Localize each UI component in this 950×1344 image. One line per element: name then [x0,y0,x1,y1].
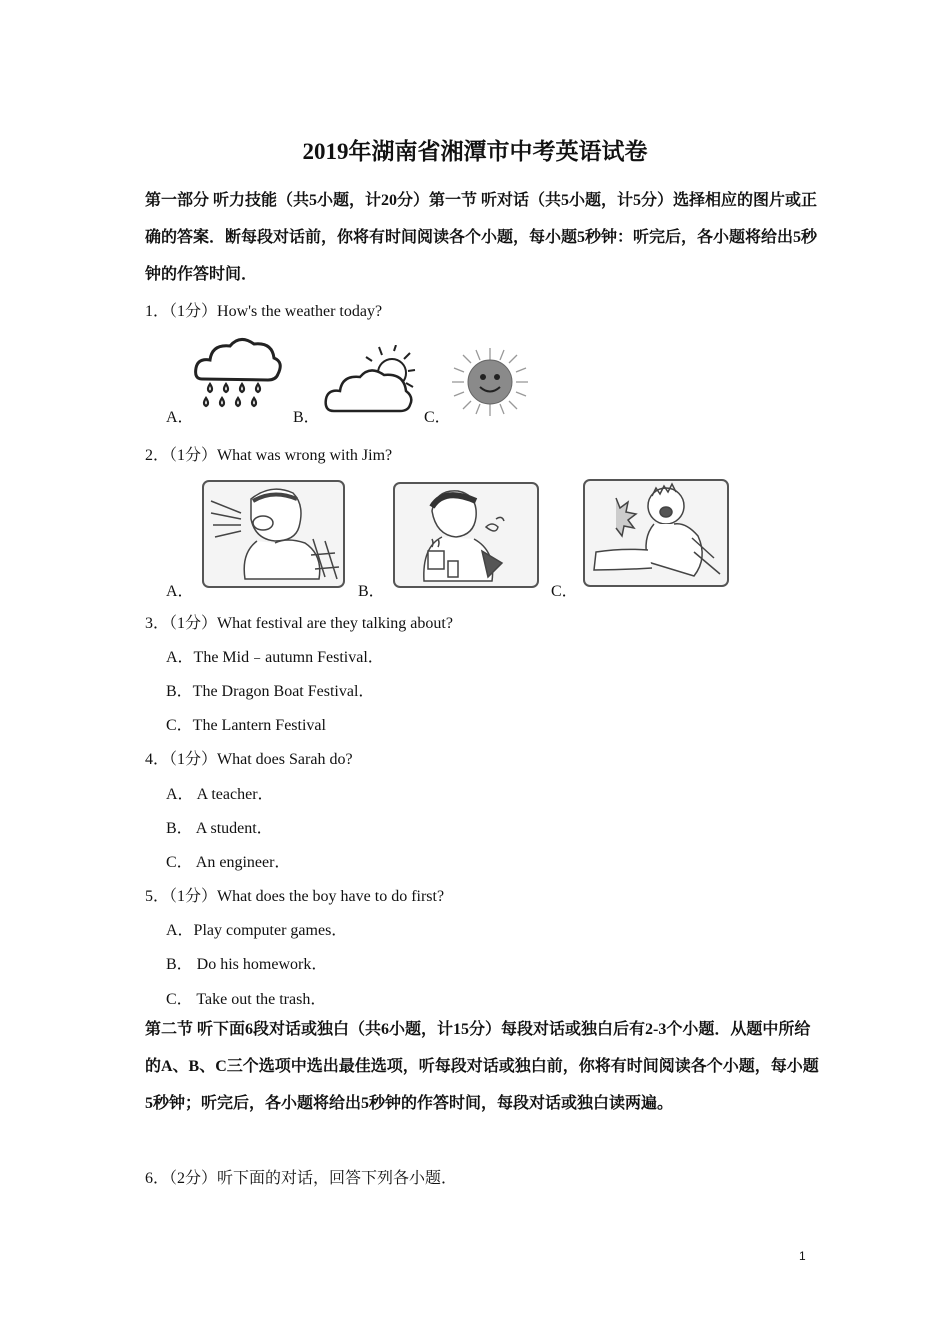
question-number: 1． [145,303,170,320]
q1-option-c-label: C． [424,409,451,426]
question-text: What does Sarah do? [217,751,353,768]
q2-option-c-label: C． [551,583,578,600]
sneezing-boy-picture [201,479,346,589]
q4-option-c: C． An engineer． [166,854,291,871]
question-points: （1分） [169,888,218,905]
question-text: How's the weather today? [217,303,383,320]
q2-option-b-label: B． [358,583,385,600]
question-points: （1分） [169,751,218,768]
q5-option-b: B． Do his homework． [166,956,328,973]
question-text: 听下面的对话，回答下列各小题． [217,1170,458,1187]
question-number: 3． [145,615,170,632]
q5-option-a: A．Play computer games． [166,922,348,939]
page-title: 2019年湖南省湘潭市中考英语试卷 [302,139,648,164]
question-text: What does the boy have to do first? [217,888,445,905]
question-number: 4． [145,751,170,768]
question-5 [145,883,444,906]
hurt-boy-picture [582,478,730,588]
q4-option-b: B． A student． [166,820,273,837]
question-points: （2分） [169,1170,218,1187]
question-2 [145,442,392,465]
question-points: （1分） [169,447,218,464]
q3-option-a: A．The Mid﹣autumn Festival． [166,649,384,666]
section2-instructions: 第二节 听下面6段对话或独白（共6小题，计15分）每段对话或独白后有2-3个小题．从题中所给的A、B、C三个选项中选出最佳选项，听每段对话或独白前，你将有时间阅读各个小题，每小题5秒钟；听完后，各小题将给出5秒钟的作答时间，每段对话或独白读两遍。 [145,1021,819,1112]
question-1 [145,298,382,321]
question-number: 5． [145,888,170,905]
q1-option-b-label: B． [293,409,320,426]
sick-boy-picture [392,481,540,589]
page-number: 1 [799,1249,806,1263]
q3-option-b: B．The Dragon Boat Festival． [166,683,375,700]
q5-option-c: C． Take out the trash． [166,991,327,1008]
question-text: What festival are they talking about? [217,615,453,632]
question-text: What was wrong with Jim? [217,447,393,464]
rain-cloud-icon [192,334,282,416]
question-4 [145,746,353,769]
q3-option-c: C．The Lantern Festival [166,717,326,734]
q4-option-a: A． A teacher． [166,786,274,803]
question-number: 6． [145,1170,170,1187]
q2-option-a-label: A． [166,583,194,600]
q1-option-a-label: A． [166,409,194,426]
smiling-sun-icon [448,346,532,418]
question-number: 2． [145,447,170,464]
question-points: （1分） [169,615,218,632]
part1-instructions: 第一部分 听力技能（共5小题，计20分）第一节 听对话（共5小题，计5分）选择相应的图片或正确的答案．断每段对话前，你将有时间阅读各个小题，每小题5秒钟：听完后，各小题将给出5秒钟的作答时间． [145,192,818,283]
cloud-sun-icon [322,345,417,417]
question-points: （1分） [169,303,218,320]
question-3 [145,610,453,633]
question-6 [145,1165,457,1188]
